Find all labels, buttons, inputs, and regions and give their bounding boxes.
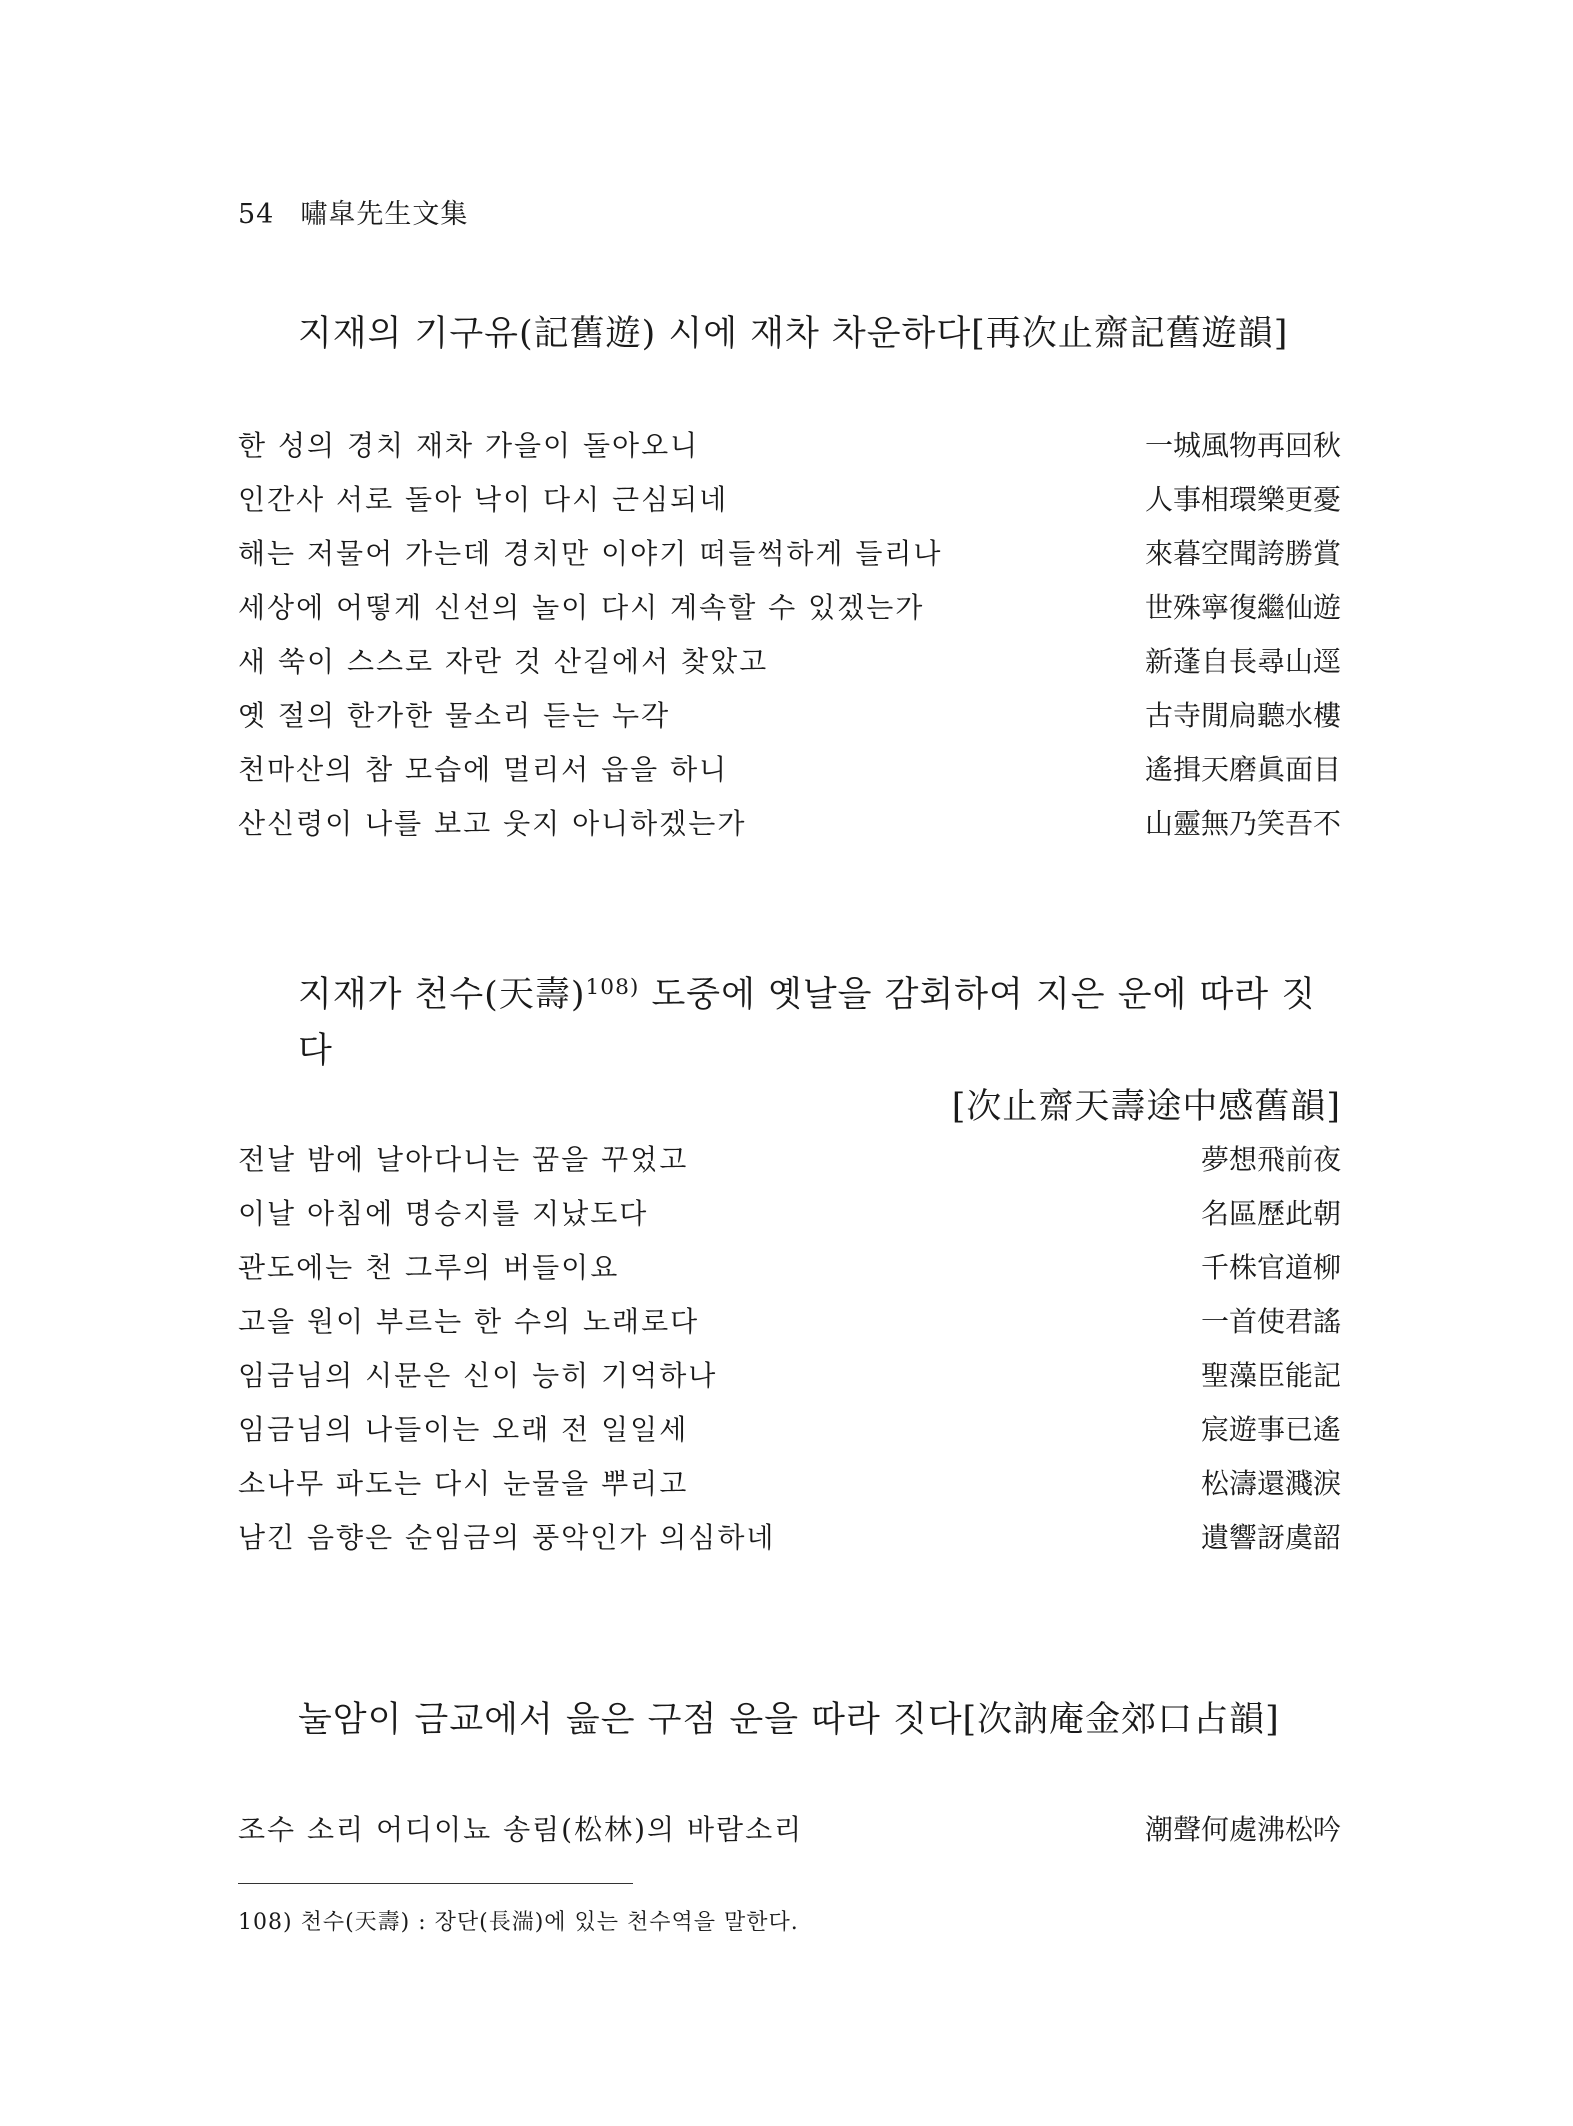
poem-line [238, 1300, 1341, 1354]
korean-line: 조수 소리 어디이뇨 송림(松林)의 바람소리 [238, 1813, 804, 1846]
page-number: 54 [238, 199, 275, 230]
poem-line [238, 1138, 1341, 1192]
poem-line [238, 1408, 1341, 1462]
chinese-line: 一城風物再回秋 [1144, 429, 1341, 462]
chinese-line: 松濤還濺淚 [1200, 1467, 1341, 1500]
poem-line [238, 1516, 1341, 1570]
footnote-rule [238, 1883, 633, 1884]
poem-line [238, 1246, 1341, 1300]
poem-line [238, 640, 1341, 694]
chinese-line: 人事相環樂更憂 [1144, 483, 1341, 516]
title-main: 지재가 천수(天壽) [298, 974, 586, 1015]
korean-line: 임금님의 나들이는 오래 전 일일세 [238, 1413, 689, 1446]
poem-line [238, 532, 1341, 586]
korean-line: 전날 밤에 날아다니는 꿈을 꾸었고 [238, 1143, 689, 1176]
korean-line: 세상에 어떻게 신선의 놀이 다시 계속할 수 있겠는가 [238, 591, 925, 624]
poem-line [238, 1808, 1341, 1862]
korean-line: 옛 절의 한가한 물소리 듣는 누각 [238, 699, 671, 732]
poem-line [238, 586, 1341, 640]
chinese-line: 名區歷此朝 [1200, 1197, 1341, 1230]
chinese-line: 新蓬自長尋山逕 [1144, 645, 1341, 678]
korean-line: 남긴 음향은 순임금의 풍악인가 의심하네 [238, 1521, 776, 1554]
title-sub: [次止齋天壽途中感舊韻] [951, 1086, 1341, 1127]
poem-line [238, 424, 1341, 478]
poem-title-2 [298, 960, 1341, 1135]
poem-title-3: 눌암이 금교에서 읊은 구점 운을 따라 짓다[次訥庵金郊口占韻] [298, 1700, 1280, 1740]
chinese-line: 潮聲何處沸松吟 [1144, 1813, 1341, 1846]
poem-line [238, 748, 1341, 802]
poem-line [238, 1192, 1341, 1246]
chinese-line: 遙揖天磨眞面目 [1144, 753, 1341, 786]
chinese-line: 千株官道柳 [1200, 1251, 1341, 1284]
poem-body-3 [238, 1808, 1341, 1862]
korean-line: 해는 저물어 가는데 경치만 이야기 떠들썩하게 들리나 [238, 537, 943, 570]
korean-line: 천마산의 참 모습에 멀리서 읍을 하니 [238, 753, 729, 786]
footnote-marker: 108) [585, 975, 640, 1000]
korean-line: 관도에는 천 그루의 버들이요 [238, 1251, 620, 1284]
poem-title-1: 지재의 기구유(記舊遊) 시에 재차 차운하다[再次止齋記舊遊韻] [298, 314, 1289, 354]
poem-line [238, 1462, 1341, 1516]
chinese-line: 遺響訝虞韶 [1200, 1521, 1341, 1554]
korean-line: 산신령이 나를 보고 웃지 아니하겠는가 [238, 807, 747, 840]
chinese-line: 夢想飛前夜 [1200, 1143, 1341, 1176]
korean-line: 이날 아침에 명승지를 지났도다 [238, 1197, 649, 1230]
footnote: 108) 천수(天壽) : 장단(長湍)에 있는 천수역을 말한다. [238, 1910, 799, 1935]
book-title: 嘯皐先生文集 [300, 199, 469, 230]
korean-line: 임금님의 시문은 신이 능히 기억하나 [238, 1359, 718, 1392]
chinese-line: 一首使君謠 [1200, 1305, 1341, 1338]
poem-body-1 [238, 424, 1341, 856]
korean-line: 인간사 서로 돌아 낙이 다시 근심되네 [238, 483, 729, 516]
korean-line: 한 성의 경치 재차 가을이 돌아오니 [238, 429, 700, 462]
poem-body-2 [238, 1138, 1341, 1570]
chinese-line: 來暮空聞誇勝賞 [1144, 537, 1341, 570]
chinese-line: 古寺閒扃聽水樓 [1144, 699, 1341, 732]
korean-line: 소나무 파도는 다시 눈물을 뿌리고 [238, 1467, 689, 1500]
poem-line [238, 802, 1341, 856]
chinese-line: 山靈無乃笑吾不 [1144, 807, 1341, 840]
poem-line [238, 1354, 1341, 1408]
chinese-line: 聖藻臣能記 [1200, 1359, 1341, 1392]
page-header [238, 192, 468, 231]
poem-line [238, 694, 1341, 748]
korean-line: 새 쑥이 스스로 자란 것 산길에서 찾았고 [238, 645, 769, 678]
korean-line: 고을 원이 부르는 한 수의 노래로다 [238, 1305, 700, 1338]
title-main-rest: 도중에 옛날을 감회하여 지은 운에 따라 짓다 [298, 974, 1317, 1071]
chinese-line: 世殊寧復繼仙遊 [1144, 591, 1341, 624]
poem-line [238, 478, 1341, 532]
chinese-line: 宸遊事已遙 [1200, 1413, 1341, 1446]
